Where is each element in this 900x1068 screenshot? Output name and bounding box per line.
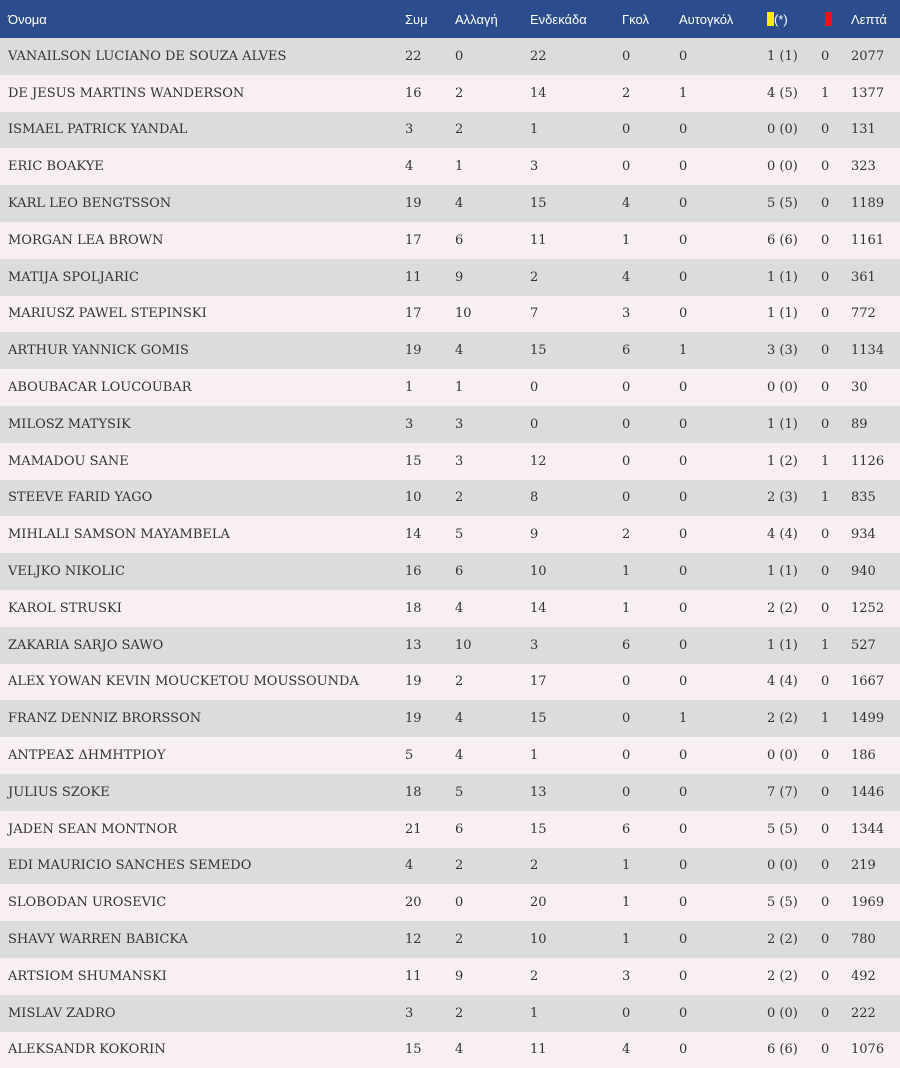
cell-name: MISLAV ZADRO (0, 995, 405, 1032)
header-row (0, 0, 900, 38)
col-header-own-goals[interactable]: Αυτογκόλ (679, 0, 767, 38)
cell-name: MORGAN LEA BROWN (0, 222, 405, 259)
cell-apps: 19 (405, 185, 455, 222)
cell-goals: 0 (622, 148, 679, 185)
table-row (0, 516, 900, 553)
cell-starting: 2 (530, 848, 622, 885)
cell-name: EDI MAURICIO SANCHES SEMEDO (0, 848, 405, 885)
yellow-card-icon (767, 12, 774, 26)
cell-starting: 10 (530, 553, 622, 590)
cell-yellow-cards: 5 (5) (767, 884, 821, 921)
cell-goals: 4 (622, 259, 679, 296)
cell-own-goals: 0 (679, 296, 767, 333)
cell-minutes: 1344 (851, 811, 900, 848)
cell-sub: 10 (455, 296, 530, 333)
col-header-sub[interactable]: Αλλαγή (455, 0, 530, 38)
cell-own-goals: 0 (679, 737, 767, 774)
cell-goals: 1 (622, 921, 679, 958)
cell-name: SHAVY WARREN BABICKA (0, 921, 405, 958)
cell-own-goals: 0 (679, 148, 767, 185)
cell-starting: 15 (530, 700, 622, 737)
cell-goals: 1 (622, 848, 679, 885)
cell-yellow-cards: 2 (2) (767, 590, 821, 627)
cell-goals: 0 (622, 995, 679, 1032)
table-row (0, 774, 900, 811)
table-row (0, 406, 900, 443)
cell-sub: 1 (455, 369, 530, 406)
cell-apps: 19 (405, 332, 455, 369)
table-header (0, 0, 900, 38)
cell-apps: 16 (405, 553, 455, 590)
cell-name: VANAILSON LUCIANO DE SOUZA ALVES (0, 38, 405, 75)
cell-yellow-cards: 1 (1) (767, 406, 821, 443)
cell-starting: 11 (530, 1032, 622, 1068)
cell-goals: 4 (622, 1032, 679, 1068)
cell-minutes: 1377 (851, 75, 900, 112)
cell-apps: 4 (405, 148, 455, 185)
col-header-goals[interactable]: Γκολ (622, 0, 679, 38)
cell-sub: 4 (455, 700, 530, 737)
cell-own-goals: 0 (679, 553, 767, 590)
cell-starting: 11 (530, 222, 622, 259)
cell-sub: 2 (455, 848, 530, 885)
cell-goals: 3 (622, 296, 679, 333)
cell-starting: 12 (530, 443, 622, 480)
cell-goals: 2 (622, 75, 679, 112)
cell-yellow-cards: 0 (0) (767, 369, 821, 406)
cell-own-goals: 0 (679, 627, 767, 664)
cell-apps: 5 (405, 737, 455, 774)
cell-name: ABOUBACAR LOUCOUBAR (0, 369, 405, 406)
cell-own-goals: 0 (679, 884, 767, 921)
cell-red-cards: 1 (821, 443, 851, 480)
table-row (0, 38, 900, 75)
cell-starting: 15 (530, 811, 622, 848)
cell-sub: 2 (455, 921, 530, 958)
cell-red-cards: 0 (821, 737, 851, 774)
cell-yellow-cards: 2 (3) (767, 480, 821, 517)
cell-apps: 1 (405, 369, 455, 406)
cell-starting: 8 (530, 480, 622, 517)
cell-red-cards: 0 (821, 553, 851, 590)
table-row (0, 848, 900, 885)
cell-goals: 6 (622, 627, 679, 664)
cell-yellow-cards: 2 (2) (767, 921, 821, 958)
table-row (0, 590, 900, 627)
cell-name: SLOBODAN UROSEVIC (0, 884, 405, 921)
cell-minutes: 1667 (851, 664, 900, 701)
cell-own-goals: 1 (679, 332, 767, 369)
cell-starting: 14 (530, 75, 622, 112)
cell-own-goals: 0 (679, 811, 767, 848)
cell-red-cards: 0 (821, 921, 851, 958)
cell-goals: 1 (622, 590, 679, 627)
cell-name: MATIJA SPOLJARIC (0, 259, 405, 296)
cell-own-goals: 0 (679, 958, 767, 995)
cell-yellow-cards: 0 (0) (767, 112, 821, 149)
cell-minutes: 934 (851, 516, 900, 553)
cell-goals: 0 (622, 664, 679, 701)
cell-starting: 10 (530, 921, 622, 958)
cell-own-goals: 0 (679, 369, 767, 406)
table-row (0, 958, 900, 995)
cell-red-cards: 0 (821, 848, 851, 885)
cell-red-cards: 0 (821, 884, 851, 921)
cell-yellow-cards: 3 (3) (767, 332, 821, 369)
cell-name: ZAKARIA SARJO SAWO (0, 627, 405, 664)
cell-name: ΑΝΤΡΕΑΣ ΔΗΜΗΤΡΙΟΥ (0, 737, 405, 774)
cell-red-cards: 0 (821, 958, 851, 995)
cell-apps: 16 (405, 75, 455, 112)
cell-yellow-cards: 1 (2) (767, 443, 821, 480)
cell-minutes: 131 (851, 112, 900, 149)
col-header-minutes[interactable]: Λεπτά (851, 0, 900, 38)
cell-apps: 19 (405, 664, 455, 701)
cell-name: FRANZ DENNIZ BRORSSON (0, 700, 405, 737)
table-row (0, 259, 900, 296)
cell-own-goals: 0 (679, 112, 767, 149)
cell-minutes: 492 (851, 958, 900, 995)
cell-red-cards: 1 (821, 75, 851, 112)
table-row (0, 75, 900, 112)
cell-yellow-cards: 1 (1) (767, 296, 821, 333)
cell-goals: 6 (622, 811, 679, 848)
cell-own-goals: 0 (679, 664, 767, 701)
cell-goals: 1 (622, 222, 679, 259)
table-row (0, 737, 900, 774)
cell-apps: 14 (405, 516, 455, 553)
cell-starting: 3 (530, 627, 622, 664)
cell-minutes: 940 (851, 553, 900, 590)
table-row (0, 811, 900, 848)
cell-apps: 17 (405, 222, 455, 259)
cell-apps: 18 (405, 774, 455, 811)
cell-minutes: 835 (851, 480, 900, 517)
cell-starting: 15 (530, 185, 622, 222)
cell-minutes: 361 (851, 259, 900, 296)
cell-minutes: 30 (851, 369, 900, 406)
col-header-yellow[interactable] (767, 0, 821, 38)
cell-starting: 0 (530, 369, 622, 406)
cell-sub: 5 (455, 516, 530, 553)
cell-name: ALEKSANDR KOKORIN (0, 1032, 405, 1068)
cell-goals: 0 (622, 406, 679, 443)
cell-minutes: 1499 (851, 700, 900, 737)
cell-red-cards: 0 (821, 664, 851, 701)
cell-minutes: 527 (851, 627, 900, 664)
cell-sub: 4 (455, 737, 530, 774)
cell-own-goals: 0 (679, 516, 767, 553)
cell-apps: 11 (405, 958, 455, 995)
cell-goals: 4 (622, 185, 679, 222)
cell-goals: 6 (622, 332, 679, 369)
cell-red-cards: 1 (821, 480, 851, 517)
cell-yellow-cards: 0 (0) (767, 995, 821, 1032)
cell-sub: 5 (455, 774, 530, 811)
cell-goals: 0 (622, 480, 679, 517)
cell-goals: 0 (622, 443, 679, 480)
cell-red-cards: 0 (821, 259, 851, 296)
cell-own-goals: 0 (679, 1032, 767, 1068)
table-row (0, 884, 900, 921)
cell-goals: 0 (622, 112, 679, 149)
cell-name: ISMAEL PATRICK YANDAL (0, 112, 405, 149)
cell-own-goals: 0 (679, 848, 767, 885)
cell-starting: 15 (530, 332, 622, 369)
cell-name: ARTHUR YANNICK GOMIS (0, 332, 405, 369)
cell-starting: 0 (530, 406, 622, 443)
cell-yellow-cards: 7 (7) (767, 774, 821, 811)
cell-starting: 7 (530, 296, 622, 333)
cell-sub: 1 (455, 148, 530, 185)
cell-own-goals: 1 (679, 700, 767, 737)
cell-sub: 6 (455, 222, 530, 259)
cell-starting: 22 (530, 38, 622, 75)
col-header-red[interactable] (821, 0, 851, 38)
table-row (0, 443, 900, 480)
cell-minutes: 1134 (851, 332, 900, 369)
cell-apps: 15 (405, 443, 455, 480)
cell-sub: 2 (455, 112, 530, 149)
cell-sub: 9 (455, 259, 530, 296)
cell-goals: 0 (622, 700, 679, 737)
cell-starting: 2 (530, 259, 622, 296)
cell-starting: 1 (530, 737, 622, 774)
cell-name: DE JESUS MARTINS WANDERSON (0, 75, 405, 112)
cell-sub: 6 (455, 553, 530, 590)
cell-goals: 1 (622, 553, 679, 590)
cell-yellow-cards: 2 (2) (767, 958, 821, 995)
cell-apps: 3 (405, 112, 455, 149)
cell-minutes: 2077 (851, 38, 900, 75)
cell-yellow-cards: 1 (1) (767, 38, 821, 75)
table-row (0, 112, 900, 149)
cell-yellow-cards: 1 (1) (767, 259, 821, 296)
cell-red-cards: 0 (821, 369, 851, 406)
cell-yellow-cards: 0 (0) (767, 148, 821, 185)
cell-red-cards: 0 (821, 222, 851, 259)
cell-minutes: 1161 (851, 222, 900, 259)
cell-minutes: 186 (851, 737, 900, 774)
cell-own-goals: 1 (679, 75, 767, 112)
cell-starting: 9 (530, 516, 622, 553)
cell-goals: 1 (622, 884, 679, 921)
cell-sub: 2 (455, 75, 530, 112)
cell-minutes: 219 (851, 848, 900, 885)
cell-name: MIHLALI SAMSON MAYAMBELA (0, 516, 405, 553)
cell-red-cards: 0 (821, 112, 851, 149)
cell-sub: 4 (455, 590, 530, 627)
cell-yellow-cards: 5 (5) (767, 185, 821, 222)
cell-name: KARL LEO BENGTSSON (0, 185, 405, 222)
table-row (0, 553, 900, 590)
cell-name: KAROL STRUSKI (0, 590, 405, 627)
cell-sub: 6 (455, 811, 530, 848)
cell-name: VELJKO NIKOLIC (0, 553, 405, 590)
cell-apps: 4 (405, 848, 455, 885)
table-row (0, 222, 900, 259)
cell-own-goals: 0 (679, 443, 767, 480)
cell-own-goals: 0 (679, 774, 767, 811)
col-header-starting[interactable]: Ενδεκάδα (530, 0, 622, 38)
cell-starting: 20 (530, 884, 622, 921)
cell-yellow-cards: 2 (2) (767, 700, 821, 737)
col-header-name[interactable]: Όνομα (0, 0, 405, 38)
cell-minutes: 1969 (851, 884, 900, 921)
cell-sub: 2 (455, 995, 530, 1032)
cell-red-cards: 1 (821, 627, 851, 664)
cell-yellow-cards: 4 (5) (767, 75, 821, 112)
cell-red-cards: 0 (821, 406, 851, 443)
cell-minutes: 1189 (851, 185, 900, 222)
cell-yellow-cards: 4 (4) (767, 664, 821, 701)
table-row (0, 1032, 900, 1068)
cell-starting: 14 (530, 590, 622, 627)
table-row (0, 995, 900, 1032)
table-row (0, 921, 900, 958)
cell-starting: 3 (530, 148, 622, 185)
cell-starting: 1 (530, 112, 622, 149)
cell-yellow-cards: 0 (0) (767, 737, 821, 774)
cell-starting: 13 (530, 774, 622, 811)
table-row (0, 369, 900, 406)
cell-sub: 10 (455, 627, 530, 664)
cell-minutes: 1126 (851, 443, 900, 480)
cell-sub: 0 (455, 884, 530, 921)
cell-minutes: 772 (851, 296, 900, 333)
cell-sub: 4 (455, 332, 530, 369)
cell-minutes: 323 (851, 148, 900, 185)
cell-apps: 18 (405, 590, 455, 627)
cell-red-cards: 0 (821, 811, 851, 848)
cell-own-goals: 0 (679, 38, 767, 75)
cell-sub: 2 (455, 664, 530, 701)
cell-own-goals: 0 (679, 185, 767, 222)
cell-sub: 0 (455, 38, 530, 75)
cell-starting: 1 (530, 995, 622, 1032)
table-row (0, 332, 900, 369)
table-row (0, 700, 900, 737)
cell-minutes: 222 (851, 995, 900, 1032)
cell-yellow-cards: 6 (6) (767, 1032, 821, 1068)
cell-red-cards: 1 (821, 700, 851, 737)
cell-apps: 10 (405, 480, 455, 517)
cell-goals: 0 (622, 38, 679, 75)
cell-red-cards: 0 (821, 296, 851, 333)
cell-red-cards: 0 (821, 1032, 851, 1068)
cell-own-goals: 0 (679, 480, 767, 517)
cell-yellow-cards: 4 (4) (767, 516, 821, 553)
cell-apps: 3 (405, 995, 455, 1032)
cell-name: MARIUSZ PAWEL STEPINSKI (0, 296, 405, 333)
cell-yellow-cards: 1 (1) (767, 553, 821, 590)
cell-goals: 2 (622, 516, 679, 553)
table-row (0, 148, 900, 185)
cell-yellow-cards: 1 (1) (767, 627, 821, 664)
cell-sub: 4 (455, 1032, 530, 1068)
cell-minutes: 780 (851, 921, 900, 958)
cell-yellow-cards: 0 (0) (767, 848, 821, 885)
cell-minutes: 1252 (851, 590, 900, 627)
table-body (0, 38, 900, 1068)
cell-apps: 13 (405, 627, 455, 664)
cell-minutes: 1076 (851, 1032, 900, 1068)
cell-apps: 11 (405, 259, 455, 296)
cell-goals: 3 (622, 958, 679, 995)
cell-red-cards: 0 (821, 38, 851, 75)
cell-yellow-cards: 6 (6) (767, 222, 821, 259)
cell-red-cards: 0 (821, 332, 851, 369)
cell-apps: 12 (405, 921, 455, 958)
cell-goals: 0 (622, 737, 679, 774)
cell-apps: 19 (405, 700, 455, 737)
cell-name: MILOSZ MATYSIK (0, 406, 405, 443)
cell-minutes: 1446 (851, 774, 900, 811)
cell-apps: 15 (405, 1032, 455, 1068)
cell-red-cards: 0 (821, 590, 851, 627)
cell-own-goals: 0 (679, 590, 767, 627)
cell-red-cards: 0 (821, 148, 851, 185)
col-header-apps[interactable]: Συμ (405, 0, 455, 38)
table-row (0, 296, 900, 333)
table-row (0, 627, 900, 664)
cell-own-goals: 0 (679, 406, 767, 443)
cell-own-goals: 0 (679, 259, 767, 296)
cell-apps: 17 (405, 296, 455, 333)
cell-sub: 2 (455, 480, 530, 517)
cell-own-goals: 0 (679, 921, 767, 958)
cell-red-cards: 0 (821, 516, 851, 553)
cell-starting: 2 (530, 958, 622, 995)
cell-own-goals: 0 (679, 222, 767, 259)
cell-own-goals: 0 (679, 995, 767, 1032)
cell-starting: 17 (530, 664, 622, 701)
yellow-note: (*) (774, 11, 788, 27)
table-row (0, 664, 900, 701)
red-card-icon (825, 12, 832, 26)
cell-yellow-cards: 5 (5) (767, 811, 821, 848)
table-row (0, 480, 900, 517)
cell-goals: 0 (622, 369, 679, 406)
cell-sub: 3 (455, 443, 530, 480)
cell-minutes: 89 (851, 406, 900, 443)
cell-name: ALEX YOWAN KEVIN MOUCKETOU MOUSSOUNDA (0, 664, 405, 701)
cell-name: JADEN SEAN MONTNOR (0, 811, 405, 848)
cell-name: ERIC BOAKYE (0, 148, 405, 185)
cell-apps: 3 (405, 406, 455, 443)
cell-apps: 22 (405, 38, 455, 75)
cell-name: JULIUS SZOKE (0, 774, 405, 811)
cell-name: MAMADOU SANE (0, 443, 405, 480)
cell-sub: 3 (455, 406, 530, 443)
cell-red-cards: 0 (821, 185, 851, 222)
cell-apps: 21 (405, 811, 455, 848)
cell-red-cards: 0 (821, 995, 851, 1032)
cell-apps: 20 (405, 884, 455, 921)
cell-red-cards: 0 (821, 774, 851, 811)
cell-name: ARTSIOM SHUMANSKI (0, 958, 405, 995)
table-row (0, 185, 900, 222)
cell-name: STEEVE FARID YAGO (0, 480, 405, 517)
cell-sub: 9 (455, 958, 530, 995)
cell-goals: 0 (622, 774, 679, 811)
cell-sub: 4 (455, 185, 530, 222)
